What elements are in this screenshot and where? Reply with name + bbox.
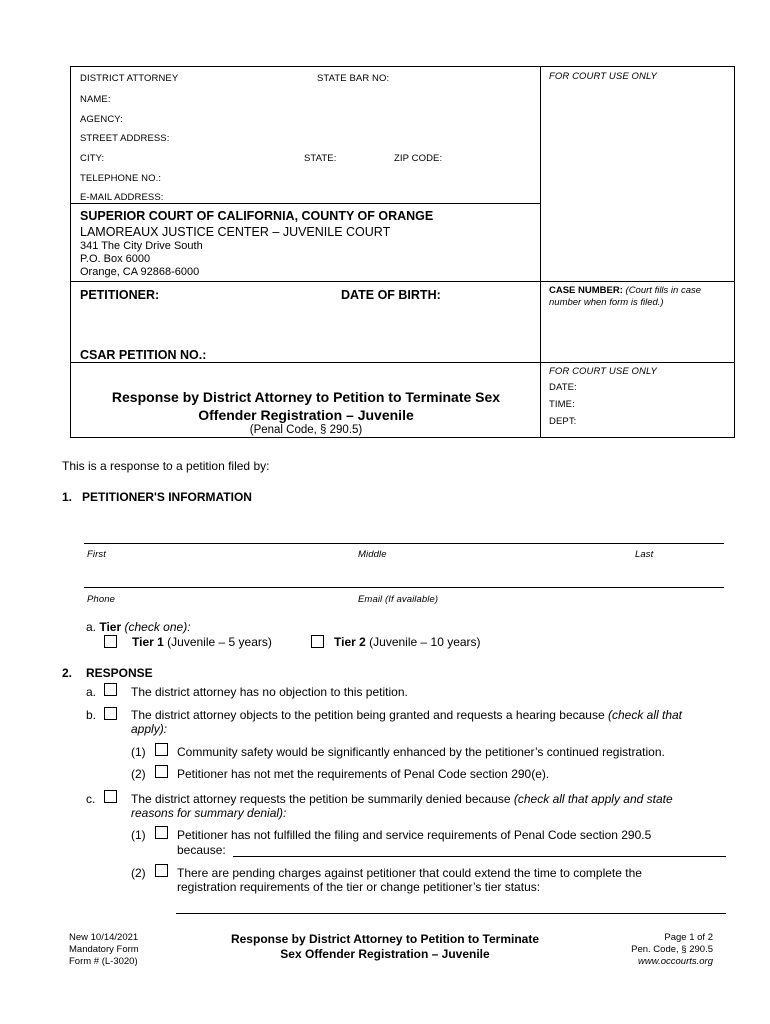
first-name-label: First [87,549,106,560]
option-b-text [131,708,682,723]
hearing-court-use-only: FOR COURT USE ONLY [549,366,657,377]
agency-label: AGENCY: [80,114,123,125]
hearing-date-label: DATE: [549,382,577,393]
name-line[interactable] [84,543,724,544]
tier2-bold: Tier 2 [334,635,366,649]
section1-heading: 1. PETITIONER'S INFORMATION [62,490,252,504]
hearing-time-label: TIME: [549,399,575,410]
form-title-line2: Offender Registration – Juvenile [198,407,414,423]
footer-revision: New 10/14/2021 [69,932,139,943]
court-address-line1: 341 The City Drive South [80,240,203,252]
tier1-rest: (Juvenile – 5 years) [167,635,272,649]
tier2-checkbox[interactable] [311,635,324,648]
email-available-label: Email (If available) [358,594,439,605]
court-address-line3: Orange, CA 92868-6000 [80,266,200,278]
option-b-main: The district attorney objects to the petition being granted and requests a hearing because [131,708,605,722]
option-c-hint: (check all that apply and state [513,792,673,806]
option-c1-checkbox[interactable] [155,826,168,839]
phone-label: Phone [87,594,115,605]
footer-title-line1: Response by District Attorney to Petition to Terminate [230,932,540,946]
tier1-bold: Tier 1 [132,635,164,649]
tier1-checkbox[interactable] [104,635,117,648]
tier1-option [132,635,272,650]
option-b1-text: Community safety would be significantly enhanced by the petitioner’s continued registration. [177,745,665,759]
option-b-hint-cont: apply): [131,722,168,736]
option-c-text [131,792,673,807]
tier2-option [334,635,481,650]
last-name-label: Last [635,549,654,560]
footer-right [631,932,713,968]
case-number-note: (Court fills in case number when form is filed.) [549,285,702,308]
option-b-letter: b. [86,708,97,722]
city-label: CITY: [80,153,105,164]
case-number-label: CASE NUMBER: [549,285,623,296]
option-a-checkbox[interactable] [104,683,117,696]
option-c2-checkbox[interactable] [155,864,168,877]
court-name: SUPERIOR COURT OF CALIFORNIA, COUNTY OF ORANGE [80,209,434,223]
hearing-dept-label: DEPT: [549,416,577,427]
footer-pen-code: Pen. Code, § 290.5 [631,944,713,955]
court-use-only-label: FOR COURT USE ONLY [549,71,657,82]
option-c-checkbox[interactable] [104,790,117,803]
option-c1-because: because: [177,843,226,857]
option-b1-checkbox[interactable] [155,743,168,756]
tier2-rest: (Juvenile – 10 years) [369,635,481,649]
form-title-line1: Response by District Attorney to Petition to Terminate Sex [111,389,501,405]
option-a-letter: a. [86,685,97,699]
telephone-label: TELEPHONE NO.: [80,173,162,184]
option-b2-checkbox[interactable] [155,765,168,778]
tier-prefix: a. [86,620,97,634]
court-address-line2: P.O. Box 6000 [80,253,151,265]
option-b-checkbox[interactable] [104,707,117,720]
tier-hint: (check one): [124,620,191,634]
case-number-box [549,285,729,309]
option-b2-text: Petitioner has not met the requirements of Penal Code section 290(e). [177,767,550,781]
district-attorney-label: DISTRICT ATTORNEY [80,73,179,84]
footer-center [200,932,570,962]
tier-question [86,620,191,635]
form-title-code: (Penal Code, § 290.5) [249,424,363,436]
state-bar-no-label: STATE BAR NO: [317,73,390,84]
option-a-text: The district attorney has no objection to this petition. [131,685,408,699]
footer-form-number: Form # (L-3020) [69,956,138,967]
zip-code-label: ZIP CODE: [394,153,443,164]
footer-left [69,932,139,968]
option-c-main: The district attorney requests the petition be summarily denied because [131,792,511,806]
option-c1-reason-line[interactable] [233,856,726,857]
name-label: NAME: [80,94,111,105]
state-label: STATE: [304,153,337,164]
footer-website: www.occourts.org [638,956,713,967]
option-c-letter: c. [86,792,96,806]
option-c1-num: (1) [131,828,146,842]
court-division: LAMOREAUX JUSTICE CENTER – JUVENILE COURT [80,225,391,239]
option-c2-text-line1: There are pending charges against petitioner that could extend the time to complete the [177,866,642,880]
option-c-hint-cont: reasons for summary denial): [131,806,287,820]
option-c2-reason-line[interactable] [176,913,726,914]
option-c2-num: (2) [131,866,146,880]
section2-number: 2. [62,666,73,680]
footer-mandatory: Mandatory Form [69,944,139,955]
option-b-hint: (check all that [607,708,683,722]
option-c2-text-line2: registration requirements of the tier or change petitioner’s tier status: [177,880,541,894]
tier-label: Tier [99,620,122,634]
option-b1-num: (1) [131,745,146,759]
section2-heading: RESPONSE [86,666,153,680]
option-b2-num: (2) [131,767,146,781]
intro-text: This is a response to a petition filed by: [62,459,270,473]
middle-name-label: Middle [358,549,387,560]
petitioner-label: PETITIONER: [80,288,160,302]
footer-title-line2: Sex Offender Registration – Juvenile [280,947,490,961]
date-of-birth-label: DATE OF BIRTH: [341,288,441,302]
phone-email-line[interactable] [84,587,724,588]
footer-page-number: Page 1 of 2 [664,932,713,943]
street-address-label: STREET ADDRESS: [80,133,170,144]
csar-petition-label: CSAR PETITION NO.: [80,348,207,362]
option-c1-text: Petitioner has not fulfilled the filing and service requirements of Penal Code section 290.5 [177,828,652,842]
email-label: E-MAIL ADDRESS: [80,192,164,203]
